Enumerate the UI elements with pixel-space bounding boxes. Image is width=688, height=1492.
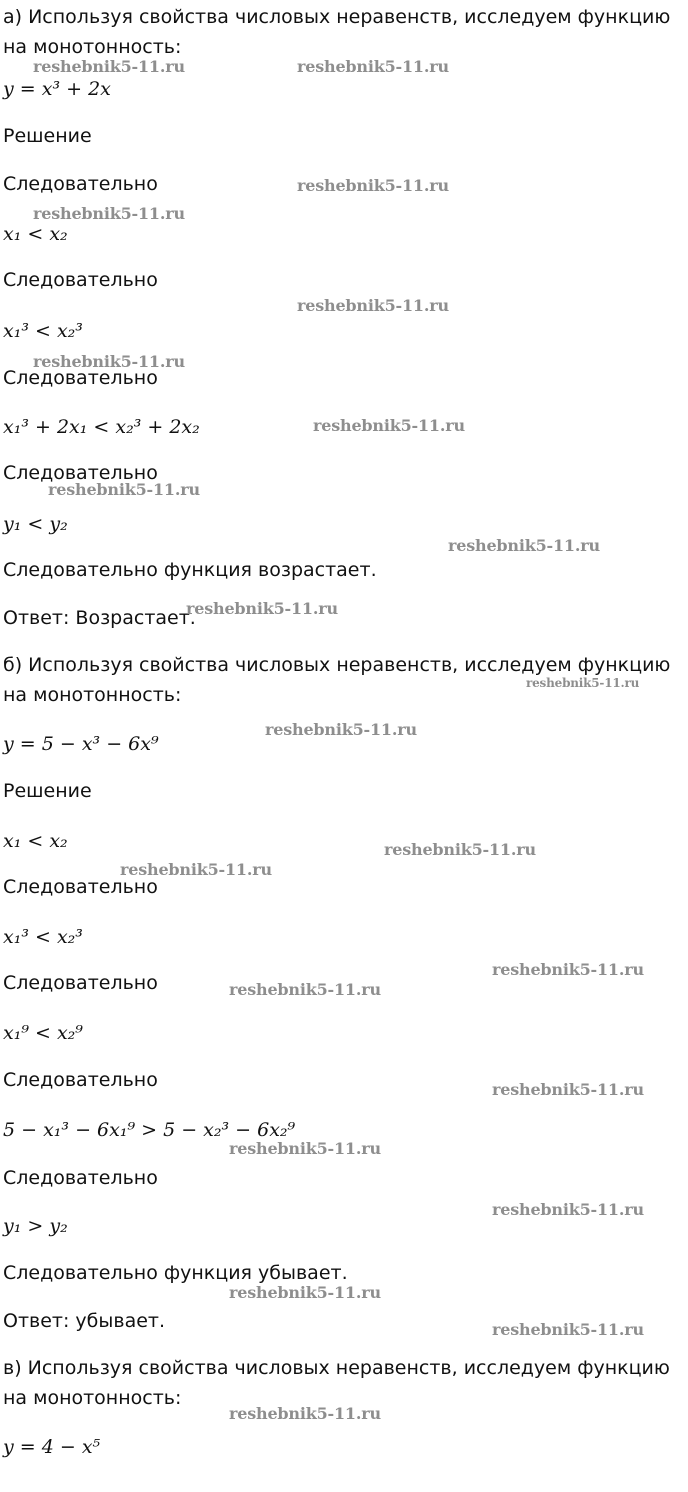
part-b-conclusion: Следовательно функция убывает. bbox=[3, 1262, 348, 1284]
part-a-step-4: y₁ < y₂ bbox=[3, 513, 68, 535]
part-b-step-4: 5 − x₁³ − 6x₁⁹ > 5 − x₂³ − 6x₂⁹ bbox=[3, 1119, 296, 1141]
part-b-step-2: x₁³ < x₂³ bbox=[3, 926, 83, 948]
watermark: reshebnik5-11.ru bbox=[384, 840, 536, 859]
part-b-intro: б) Используя свойства числовых неравенств, исследуем функцию на монотонность: bbox=[3, 654, 671, 706]
watermark: reshebnik5-11.ru bbox=[492, 960, 644, 979]
watermark: reshebnik5-11.ru bbox=[297, 296, 449, 315]
part-b-step-3: x₁⁹ < x₂⁹ bbox=[3, 1022, 83, 1044]
watermark: reshebnik5-11.ru bbox=[48, 480, 200, 499]
part-a-therefore-3: Следовательно bbox=[3, 367, 158, 389]
part-a-step-2: x₁³ < x₂³ bbox=[3, 320, 83, 342]
part-a-step-3: x₁³ + 2x₁ < x₂³ + 2x₂ bbox=[3, 416, 200, 438]
watermark: reshebnik5-11.ru bbox=[297, 176, 449, 195]
part-a-intro: а) Используя свойства числовых неравенств, исследуем функцию на монотонность: bbox=[3, 6, 671, 58]
part-b-step-1: x₁ < x₂ bbox=[3, 830, 68, 852]
watermark: reshebnik5-11.ru bbox=[492, 1080, 644, 1099]
watermark: reshebnik5-11.ru bbox=[229, 1283, 381, 1302]
part-a-answer: Ответ: Возрастает. bbox=[3, 607, 196, 629]
part-c-intro: в) Используя свойства числовых неравенств, исследуем функцию на монотонность: bbox=[3, 1357, 670, 1409]
watermark: reshebnik5-11.ru bbox=[186, 599, 338, 618]
part-a-function: y = x³ + 2x bbox=[3, 78, 111, 100]
part-a-conclusion: Следовательно функция возрастает. bbox=[3, 559, 377, 581]
part-b-answer: Ответ: убывает. bbox=[3, 1310, 166, 1332]
part-a-solution-label: Решение bbox=[3, 125, 92, 147]
watermark: reshebnik5-11.ru bbox=[492, 1200, 644, 1219]
part-b-function: y = 5 − x³ − 6x⁹ bbox=[3, 733, 159, 755]
watermark: reshebnik5-11.ru bbox=[265, 720, 417, 739]
watermark: reshebnik5-11.ru bbox=[33, 204, 185, 223]
watermark: reshebnik5-11.ru bbox=[492, 1320, 644, 1339]
part-c-function: y = 4 − x⁵ bbox=[3, 1436, 101, 1458]
part-b-solution-label: Решение bbox=[3, 780, 92, 802]
part-a-therefore-4: Следовательно bbox=[3, 462, 158, 484]
watermark: reshebnik5-11.ru bbox=[313, 416, 465, 435]
part-a-therefore-1: Следовательно bbox=[3, 173, 158, 195]
watermark: reshebnik5-11.ru bbox=[229, 1139, 381, 1158]
watermark: reshebnik5-11.ru bbox=[526, 676, 640, 690]
part-b-therefore-4: Следовательно bbox=[3, 1167, 158, 1189]
watermark: reshebnik5-11.ru bbox=[33, 352, 185, 371]
part-b-step-5: y₁ > y₂ bbox=[3, 1215, 68, 1237]
part-b-therefore-3: Следовательно bbox=[3, 1069, 158, 1091]
watermark: reshebnik5-11.ru bbox=[448, 536, 600, 555]
part-b-therefore-1: Следовательно bbox=[3, 876, 158, 898]
part-a-step-1: x₁ < x₂ bbox=[3, 223, 68, 245]
watermark: reshebnik5-11.ru bbox=[229, 1404, 381, 1423]
part-b-therefore-2: Следовательно bbox=[3, 972, 158, 994]
part-a-therefore-2: Следовательно bbox=[3, 269, 158, 291]
watermark: reshebnik5-11.ru bbox=[297, 57, 449, 76]
watermark: reshebnik5-11.ru bbox=[120, 860, 272, 879]
watermark: reshebnik5-11.ru bbox=[33, 57, 185, 76]
watermark: reshebnik5-11.ru bbox=[229, 980, 381, 999]
